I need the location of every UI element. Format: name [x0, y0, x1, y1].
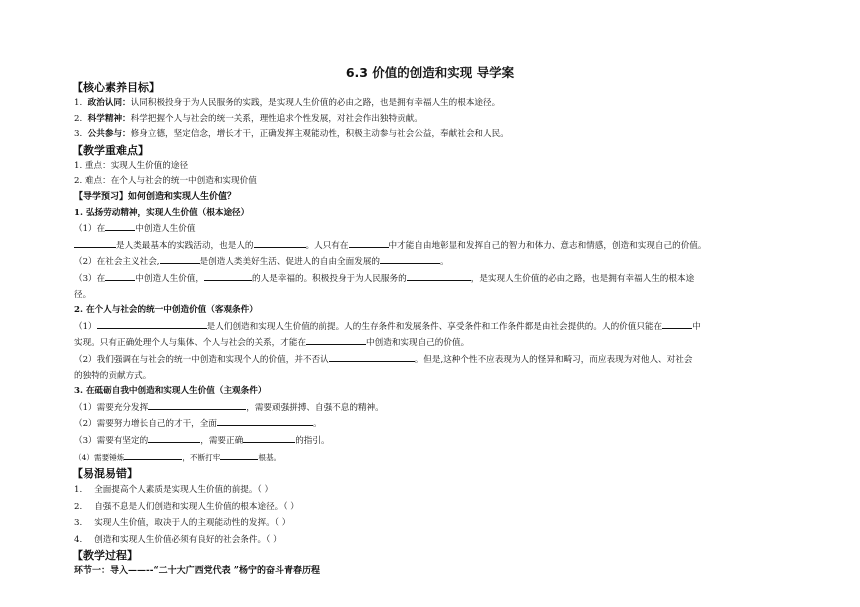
goal-text: 修身立德，坚定信念，增长才干，正确发挥主观能动性，积极主动参与社会公益，奉献社会和人民。	[130, 129, 509, 140]
fill-blank[interactable]	[148, 433, 200, 443]
preview-line	[74, 254, 790, 271]
section-heading-preview: 【导学预习】	[74, 191, 129, 202]
section-heading-key-points: 【教学重难点】	[72, 143, 149, 157]
text-segment: （2）我们强调在与社会的统一中创造和实现个人的价值，并不否认	[74, 354, 329, 365]
text-segment: 中创造人生价值，	[135, 273, 205, 284]
fill-blank[interactable]	[220, 450, 258, 460]
item-text: 创造和实现人生价值必须有良好的社会条件。（ ）	[94, 534, 282, 545]
item-text: 实现人生价值，取决于人的主观能动性的发挥。（ ）	[94, 518, 291, 529]
text-segment: ，不断打牢	[182, 453, 221, 463]
text-segment: 中才能自由地彰显和发挥自己的智力和体力、意志和情感，创造和实现自己的价值。	[388, 240, 707, 251]
text-segment: 。	[312, 419, 322, 430]
fill-blank[interactable]	[204, 271, 252, 281]
text-segment: （3）需要有坚定的	[74, 435, 149, 446]
goal-number: 1.	[74, 98, 83, 108]
document-body	[74, 80, 790, 580]
item-number: 3.	[74, 518, 83, 529]
preview-point-3-heading: 3. 在砥砺自我中创造和实现人生价值（主观条件）	[74, 386, 267, 397]
preview-line: 的独特的贡献方式。	[74, 370, 152, 381]
goal-text: 科学把握个人与社会的统一关系，理性追求个性发展，对社会作出独特贡献。	[130, 113, 423, 124]
preview-line	[74, 400, 790, 417]
text-segment: 是创造人类美好生活、促进人的自由全面发展的	[199, 257, 381, 268]
text-segment: 。人只有在	[305, 240, 349, 251]
confusion-item	[74, 515, 790, 532]
fill-blank[interactable]	[74, 238, 116, 248]
item-number: 1.	[74, 485, 83, 496]
fill-blank[interactable]	[148, 400, 246, 410]
preview-line	[74, 271, 790, 288]
section-heading-confusions: 【易混易错】	[72, 467, 138, 481]
item-text: 自强不息是人们创造和实现人生价值的根本途径。（ ）	[94, 501, 299, 512]
text-segment: 中	[692, 321, 701, 332]
text-segment: （1）需要充分发挥	[74, 402, 149, 413]
goal-label: 公共参与：	[87, 129, 131, 140]
text-segment: 的人是幸福的。积极投身于为人民服务的	[252, 273, 407, 284]
preview-line	[74, 221, 790, 238]
goal-label: 政治认同：	[87, 98, 131, 108]
section-heading-core-goals: 【核心素养目标】	[72, 81, 160, 94]
preview-line	[74, 449, 790, 466]
page-title: 6.3 价值的创造和实现 导学案	[345, 65, 515, 80]
text-segment: 。	[440, 257, 449, 268]
fill-blank[interactable]	[254, 238, 306, 248]
goal-number: 3.	[74, 129, 83, 140]
goal-label: 科学精神：	[87, 113, 131, 124]
text-segment: ，是实现人生价值的必由之路，也是拥有幸福人生的根本途	[470, 273, 695, 284]
text-segment: 根基。	[258, 453, 282, 463]
fill-blank[interactable]	[380, 254, 440, 264]
text-segment: 。但是,这种个性不应表现为人的怪异和畸习，而应表现为对他人、对社会	[414, 354, 693, 365]
confusion-item	[74, 532, 790, 549]
fill-blank[interactable]	[105, 271, 135, 281]
fill-blank[interactable]	[662, 319, 692, 329]
text-segment: 是人类最基本的实践活动，也是人的	[116, 240, 254, 251]
goal-item	[74, 127, 790, 143]
text-segment: ，需要正确	[200, 435, 244, 446]
item-number: 4.	[74, 534, 83, 545]
fill-blank[interactable]	[407, 271, 471, 281]
fill-blank[interactable]	[160, 254, 200, 264]
fill-blank[interactable]	[243, 433, 295, 443]
text-segment: 中创造人生价值	[135, 224, 196, 235]
preview-line	[74, 433, 790, 450]
fill-blank[interactable]	[97, 319, 207, 329]
preview-point-1-heading: 1. 弘扬劳动精神，实现人生价值（根本途径）	[74, 207, 250, 218]
text-segment: （3）在	[74, 273, 106, 284]
preview-line	[74, 319, 790, 336]
text-segment: （1）在	[74, 224, 106, 235]
fill-blank[interactable]	[105, 221, 135, 231]
preview-line	[74, 335, 790, 352]
goal-text: 认同积极投身于为人民服务的实践，是实现人生价值的必由之路，也是拥有幸福人生的根本途径。	[130, 98, 501, 108]
goal-item	[74, 96, 790, 112]
fill-blank[interactable]	[124, 450, 182, 460]
goal-item	[74, 112, 790, 128]
fill-blank[interactable]	[349, 238, 389, 248]
section-heading-process: 【教学过程】	[72, 549, 138, 563]
text-segment: 的指引。	[295, 435, 330, 446]
preview-line	[74, 352, 790, 369]
preview-point-2-heading: 2. 在个人与社会的统一中创造价值（客观条件）	[74, 305, 258, 316]
process-step-line: 环节一：导入——--“二十大广西党代表 ”杨宁的奋斗青春历程	[74, 566, 320, 577]
preview-question: 如何创造和实现人生价值？	[128, 191, 237, 202]
key-point-item: 2. 难点：在个人与社会的统一中创造和实现价值	[74, 176, 257, 187]
preview-line	[74, 416, 790, 433]
confusion-item	[74, 482, 790, 499]
preview-heading-line	[74, 190, 790, 206]
text-segment: （2）在社会主义社会,	[74, 257, 160, 268]
fill-blank[interactable]	[329, 352, 415, 362]
text-segment: （2）需要努力增长自己的才干，全面	[74, 419, 217, 430]
goal-number: 2.	[74, 113, 83, 124]
preview-line: 径。	[74, 289, 92, 300]
fill-blank[interactable]	[217, 416, 313, 426]
text-segment: 中创造和实现自己的价值。	[366, 338, 470, 349]
confusion-item	[74, 499, 790, 516]
text-segment: 是人们创造和实现人生价值的前提。人的生存条件和发展条件、享受条件和工作条件都是由社会提供的。人的价值只能在	[206, 321, 663, 332]
text-segment: （1）	[74, 321, 97, 332]
text-segment: ，需要顽强拼搏、自强不息的精神。	[246, 402, 384, 413]
item-number: 2.	[74, 501, 83, 512]
item-text: 全面提高个人素质是实现人生价值的前提。（ ）	[94, 485, 274, 496]
text-segment: （4）需要锤炼	[74, 453, 125, 463]
text-segment: 实现。只有正确处理个人与集体、个人与社会的关系，才能在	[74, 338, 307, 349]
fill-blank[interactable]	[306, 335, 366, 345]
preview-line	[74, 238, 790, 255]
key-point-item: 1. 重点：实现人生价值的途径	[74, 160, 189, 171]
